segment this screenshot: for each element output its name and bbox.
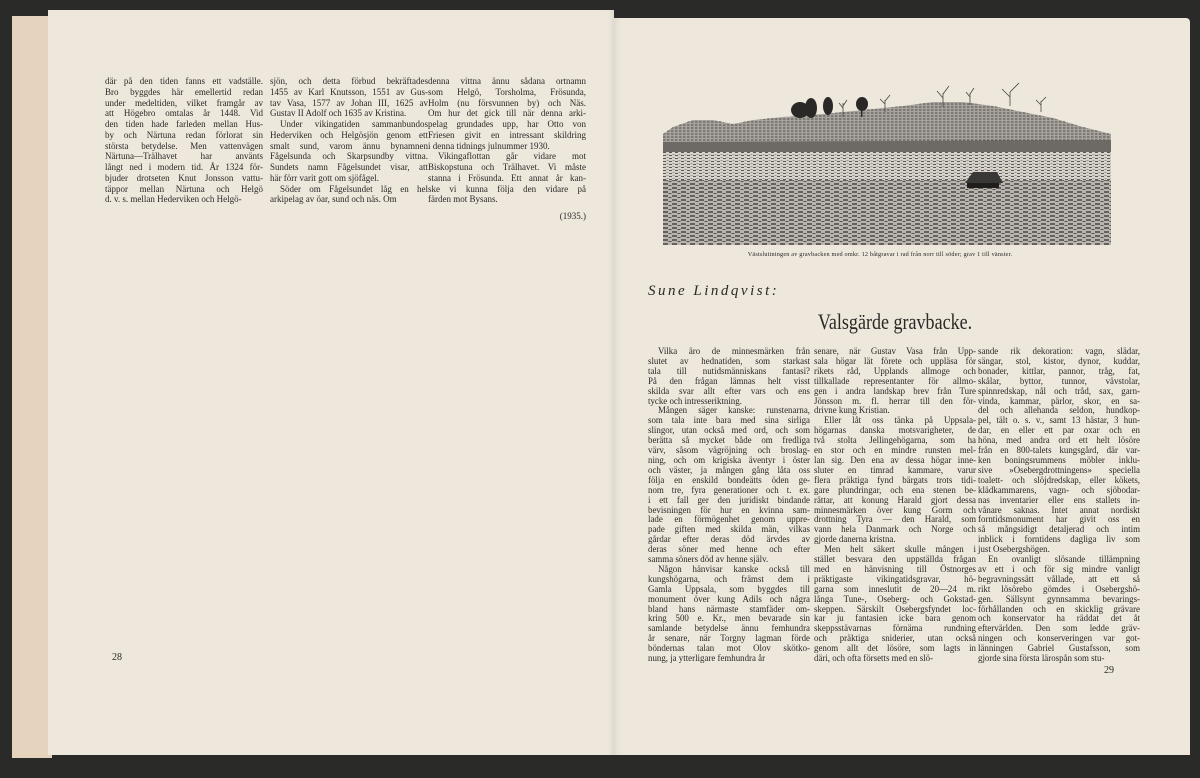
- page-number-left: 28: [112, 652, 122, 663]
- text-line: flera präktiga fynd bärgats trots tidi-: [814, 474, 976, 485]
- text-line: Men helt säkert skulle mången i: [824, 544, 976, 555]
- text-line: Jönsson m. fl. herrar till den för-: [814, 395, 976, 406]
- text-line: inblick i forntidens dagliga liv som: [978, 534, 1140, 545]
- text-line: arkipelag av öar, sund och näs. Om: [270, 194, 397, 205]
- text-line: att Högebro omtalas år 1448. Vid: [105, 108, 263, 119]
- text-line: sive »Osebergdrottningens» speciella: [978, 464, 1140, 475]
- text-line: färden mot Bysans.: [428, 194, 498, 205]
- text-line: Under vikingatiden sammanbundos: [280, 119, 428, 129]
- text-column: [648, 347, 810, 664]
- text-line: Hederviken och Helgösjön genom ett: [270, 129, 428, 140]
- text-line: Eller låt oss tänka på Uppsala-: [824, 415, 976, 426]
- text-line: denna vittna ännu sådana ortnamn: [428, 76, 586, 86]
- text-line: ningen och konserveringen var got-: [978, 633, 1140, 644]
- text-line: största betydelse. Men vattenvägen: [105, 140, 263, 151]
- text-line: deras söner med henne och efter: [648, 544, 810, 555]
- text-line: samlande betydelse ännu femhundra: [648, 623, 810, 634]
- text-line: nung, ja ytterligare femhundra år: [648, 653, 766, 664]
- text-line: senare, när Gustav Vasa från Upp-: [814, 346, 976, 356]
- text-line: bevisningen för hur en kvinna sam-: [648, 504, 810, 515]
- book-edge: [12, 16, 52, 758]
- text-line: toalett- och slöjdredskap, eller kökets,: [978, 474, 1140, 485]
- text-line: En ovanligt slösande tillämpning: [988, 554, 1140, 565]
- text-line: begravningssätt vållade, att ett så: [978, 573, 1140, 584]
- text-line: lan sig. Den ena av dessa högar inne-: [814, 454, 976, 465]
- text-line: vånare saknas. Intet annat nordiskt: [978, 504, 1140, 515]
- text-line: böndernas talan mot Olov skötko-: [648, 643, 810, 654]
- text-line: kungshögarna, och främst dem i: [648, 573, 810, 584]
- text-line: förhållanden och en skicklig grävare: [978, 603, 1140, 614]
- text-line: där på den tiden fanns ett vadställe.: [105, 76, 263, 86]
- text-line: Vilka äro de minnesmärken från: [658, 346, 810, 356]
- text-line: gen i andra landskap brev från Ture: [814, 385, 976, 396]
- text-line: smalt sund, varom ännu bynamnen: [270, 140, 428, 151]
- text-line: minnesmärken över kung Gorm och: [814, 504, 976, 515]
- text-line: Söder om Fågelsundet låg en hel: [280, 183, 428, 194]
- text-line: nom tre, fyra generationer och t. ex.: [648, 484, 810, 495]
- text-line: klädkammarens, vagn- och sjöbodar-: [978, 484, 1140, 495]
- text-line: genom allt det lösöre, som lagts in: [814, 643, 976, 654]
- text-line: bonader, kittlar, pannor, tråg, fat,: [978, 365, 1140, 376]
- text-line: så mångsidigt detaljerad och intim: [978, 524, 1140, 535]
- text-line: tycke och intresseriktning.: [648, 395, 742, 406]
- text-line: och konservator ha räddat det åt: [978, 613, 1140, 624]
- text-line: 1455 av Karl Knutsson, 1551 av Gus-: [270, 86, 428, 97]
- text-line: slingor, utan också med ord, och som: [648, 425, 810, 436]
- text-line: gen. Sällsynt gynnsamma bevarings-: [978, 593, 1140, 604]
- text-line: två stolta Jellingehögarna, som ha: [814, 435, 976, 446]
- text-line: ken boningsrummens möbler inklu-: [978, 454, 1140, 465]
- text-line: år senare, när Torgny lagman förde: [648, 633, 810, 644]
- text-column: [105, 76, 263, 205]
- text-line: långa Tune-, Oseberg- och Gokstad-: [814, 593, 976, 604]
- text-line: Biskopstuna och Trälhavet. Vi måste: [428, 162, 586, 172]
- text-line: bjuder drotseten Knut Jonsson vattu-: [105, 172, 263, 183]
- text-line: sande rik dekoration: vagn, slädar,: [978, 346, 1140, 356]
- text-line: tav Vasa, 1577 av Johan III, 1625 av: [270, 97, 428, 108]
- text-line: ning, och om krigiska äventyr i öster: [648, 454, 810, 465]
- text-line: här förr varit gott om sjöfågel.: [270, 172, 379, 183]
- text-line: och väster, ja mången gång låta oss: [648, 464, 810, 475]
- text-line: kar ju fantasien icke bara genom: [814, 613, 976, 624]
- text-line: Holm (nu försvunnen by) och Näs.: [428, 97, 586, 108]
- text-line: by och Närtuna redan förlorat sin: [105, 129, 263, 140]
- text-line: rikt lösörebo gömdes i Osebergshö-: [978, 583, 1140, 594]
- text-line: pel, tält o. s. v., samt 13 hästar, 3 hun-: [978, 415, 1140, 426]
- text-line: gjorde danerna kristna.: [814, 534, 896, 545]
- text-line: värv, såsom vägröjning och broslag-: [648, 445, 810, 456]
- text-line: del och allehanda seldon, hundkop-: [978, 405, 1140, 416]
- text-line: forntidsmonument har givit oss en: [978, 514, 1140, 525]
- text-line: vinda, kammar, pärlor, skor, en sa-: [978, 395, 1140, 406]
- text-line: Fågelsunda och Skarpsundby vittna.: [270, 151, 428, 162]
- text-line: Gustav II Adolf och 1635 av Kristina.: [270, 108, 407, 119]
- text-line: som tala inte bara med sina sirliga: [648, 415, 810, 426]
- text-line: skålar, byttor, tunnor, vävstolar,: [978, 375, 1140, 386]
- text-line: Sundets namn Fågelsundet visar, att: [270, 162, 428, 172]
- text-line: dar, en eller ett par oxar och en: [978, 425, 1140, 436]
- text-line: Mången säger kanske: runstenarna,: [658, 405, 810, 416]
- text-line: sluter en timrad kammare, varur: [814, 464, 976, 475]
- text-line: sängar, stol, kistor, dynor, kuddar,: [978, 355, 1140, 366]
- text-line: stället besvara den uppställda frågan: [814, 554, 976, 565]
- text-line: långt ned i modern tid. År 1324 för-: [105, 162, 263, 172]
- text-line: gare plundringar, och ena stenen be-: [814, 484, 976, 495]
- text-line: skilda svar allt efter vars och ens: [648, 385, 810, 396]
- text-line: rikets råd, Upplands allmoge och: [814, 365, 976, 376]
- text-line: och präktiga sniderier, utan också: [814, 633, 976, 644]
- text-line: Friesen givit en intressant skildring: [428, 129, 586, 140]
- text-line: en stor och en mindre runsten mel-: [814, 445, 976, 456]
- text-line: tala till nutidsmänniskans fantasi?: [648, 365, 810, 376]
- text-line: med en hänvisning till Östnorges: [814, 563, 976, 574]
- article-author: Sune Lindqvist:: [648, 283, 780, 299]
- text-line: den tiden hade farleden mellan Hus-: [105, 119, 263, 129]
- text-line: sjön, och detta förbud bekräftades: [270, 76, 428, 86]
- text-line: tillkallade representanter för allmo-: [814, 375, 976, 386]
- text-line: täppor mellan Närtuna och Helgö: [105, 183, 263, 194]
- text-line: i ett fall ger den juridiskt bindande: [648, 494, 810, 505]
- text-line: stanna i Frösunda. Ett annat år kan-: [428, 172, 586, 183]
- text-line: Vikingaflottan går vidare mot: [438, 151, 586, 162]
- text-line: rättar, att konung Harald gjort dessa: [814, 494, 976, 505]
- text-line: kring 500 e. Kr., men bevarade sin: [648, 613, 810, 624]
- illustration-caption: Västsluttningen av gravbacken med omkr. 12 båtgravar i rad från norr till söder; grav 1 till vänster.: [747, 251, 1013, 258]
- text-line: berätta så mycket både om fredliga: [648, 435, 810, 446]
- text-line: Någon hänvisar kanske också till: [658, 563, 810, 574]
- text-line: skeppsstävarnas förnäma rundning: [814, 623, 976, 634]
- text-line: slutet av hednatiden, som starkast: [648, 355, 810, 366]
- text-line: under medeltiden, vilket framgår av: [105, 97, 263, 108]
- text-line: Gamla Uppsala, som byggdes till: [648, 583, 810, 594]
- text-line: monument över kung Adils och några: [648, 593, 810, 604]
- text-line: som Helgö, Torsholma, Frösunda,: [428, 86, 586, 97]
- text-line: Bro byggdes här emellertid redan: [105, 86, 263, 97]
- text-line: gårdar efter deras död ärvdes av: [648, 534, 810, 545]
- text-line: höna, med andra ord ett helt lösöre: [978, 435, 1140, 446]
- text-line: däri, och ofta försetts med en slö-: [814, 653, 934, 664]
- text-line: skeppen. Särskilt Osebergsfyndet loc-: [814, 603, 976, 614]
- text-line: spinnredskap, nål och tråd, sax, garn-: [978, 385, 1140, 396]
- text-column: [270, 76, 428, 205]
- text-line: från en 800-talets kungsgård, där var-: [978, 445, 1140, 456]
- article-date: (1935.): [559, 211, 586, 221]
- text-line: pade giften med skilda män, vilkas: [648, 524, 810, 535]
- text-line: sala högar lät förete och uppläsa för: [814, 355, 976, 366]
- text-line: drottning Tyra — den Harald, som: [814, 514, 976, 525]
- text-line: just Osebergshögen.: [978, 544, 1050, 555]
- text-column: [814, 347, 976, 664]
- text-line: länningen Gabriel Gustafsson, som: [978, 643, 1140, 654]
- text-line: bland hans närmaste stamfäder om-: [648, 603, 810, 614]
- text-line: samma söners död av henne själv.: [648, 554, 769, 565]
- text-line: d. v. s. mellan Hederviken och Helgö-: [105, 194, 242, 205]
- text-line: Närtuna—Trälhavet har använts: [105, 151, 263, 162]
- page-number-right: 29: [1104, 665, 1114, 676]
- article-title: Valsgärde gravbacke.: [817, 309, 973, 334]
- text-line: drivne kung Kristian.: [814, 405, 890, 416]
- text-line: Om hur det gick till när denna arki-: [428, 108, 586, 119]
- text-line: högarnas danska motsvarigheter, de: [814, 425, 976, 436]
- text-column: [428, 76, 586, 222]
- text-line: gjorde sina första lärospån som stu-: [978, 653, 1105, 664]
- text-line: garna som inneslutit de 20—24 m.: [814, 583, 976, 594]
- text-line: av ett i och för sig mindre vanligt: [978, 563, 1140, 574]
- text-line: präktigaste vikingatidsgravar, hö-: [814, 573, 976, 584]
- text-line: pelag grundades upp, har Otto von: [428, 119, 586, 129]
- text-line: följa en enskild bondeätts öden ge-: [648, 474, 810, 485]
- text-line: i denna tidnings julnummer 1930.: [428, 140, 550, 151]
- text-line: lade en förmögenhet genom uppre-: [648, 514, 810, 525]
- text-line: ske vi kunna följa den vidare på: [428, 183, 586, 194]
- text-line: På den frågan lämnas helt visst: [648, 375, 810, 386]
- text-column: [978, 347, 1140, 664]
- landscape-illustration: [663, 82, 1111, 245]
- text-line: vann hela Danmark och Norge och: [814, 524, 976, 535]
- text-line: nas inventarier eller ens stallets in-: [978, 494, 1140, 505]
- text-line: eftervärlden. Den som ledde gräv-: [978, 623, 1140, 634]
